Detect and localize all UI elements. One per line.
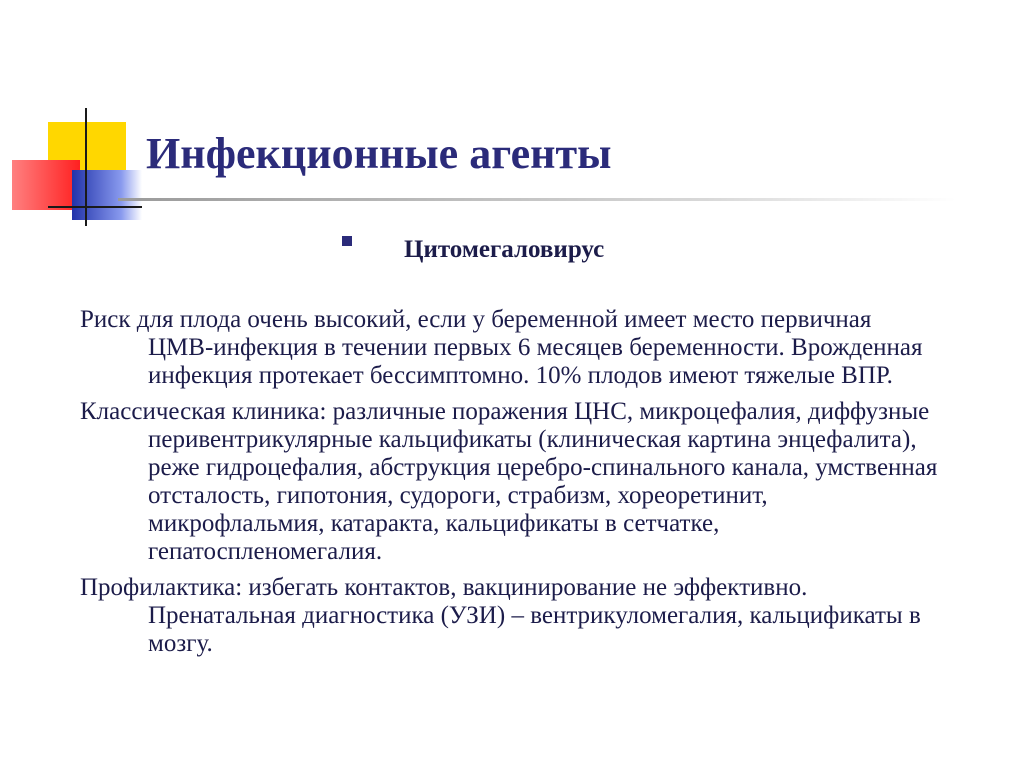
square-bullet-icon: [342, 236, 352, 246]
paragraph-clinic: Классическая клиника: различные поражения ЦНС, микроцефалия, диффузные перивентрикулярные кальцификаты (клиническая картина энцефалита), реже гидроцефалия, абструкция церебро-спинального канала, умственная отсталость, гипотония, судороги, страбизм, хореоретинит, микрофлальмия, катаракта, кальцификаты в сетчатке, гепатоспленомегалия.: [80, 398, 938, 565]
slide-title: Инфекционные агенты: [146, 129, 612, 178]
decorative-logo: [0, 0, 160, 240]
vertical-line-decoration: [85, 108, 87, 226]
slide-subtitle: Цитомегаловирус: [404, 236, 605, 263]
horizontal-line-decoration: [48, 206, 142, 208]
blue-square-decoration: [72, 170, 142, 220]
paragraph-prophylaxis: Профилактика: избегать контактов, вакцинирование не эффективно. Пренатальная диагностика (УЗИ) – вентрикуломегалия, кальцификаты в мозгу.: [80, 574, 921, 657]
slide-body: [80, 306, 940, 666]
title-divider: [118, 198, 956, 201]
paragraph-risk: Риск для плода очень высокий, если у беременной имеет место первичная ЦМВ-инфекция в течении первых 6 месяцев беременности. Врожденная инфекция протекает бессимптомно. 10% плодов имеют тяжелые ВПР.: [80, 306, 923, 389]
red-square-decoration: [12, 160, 80, 210]
